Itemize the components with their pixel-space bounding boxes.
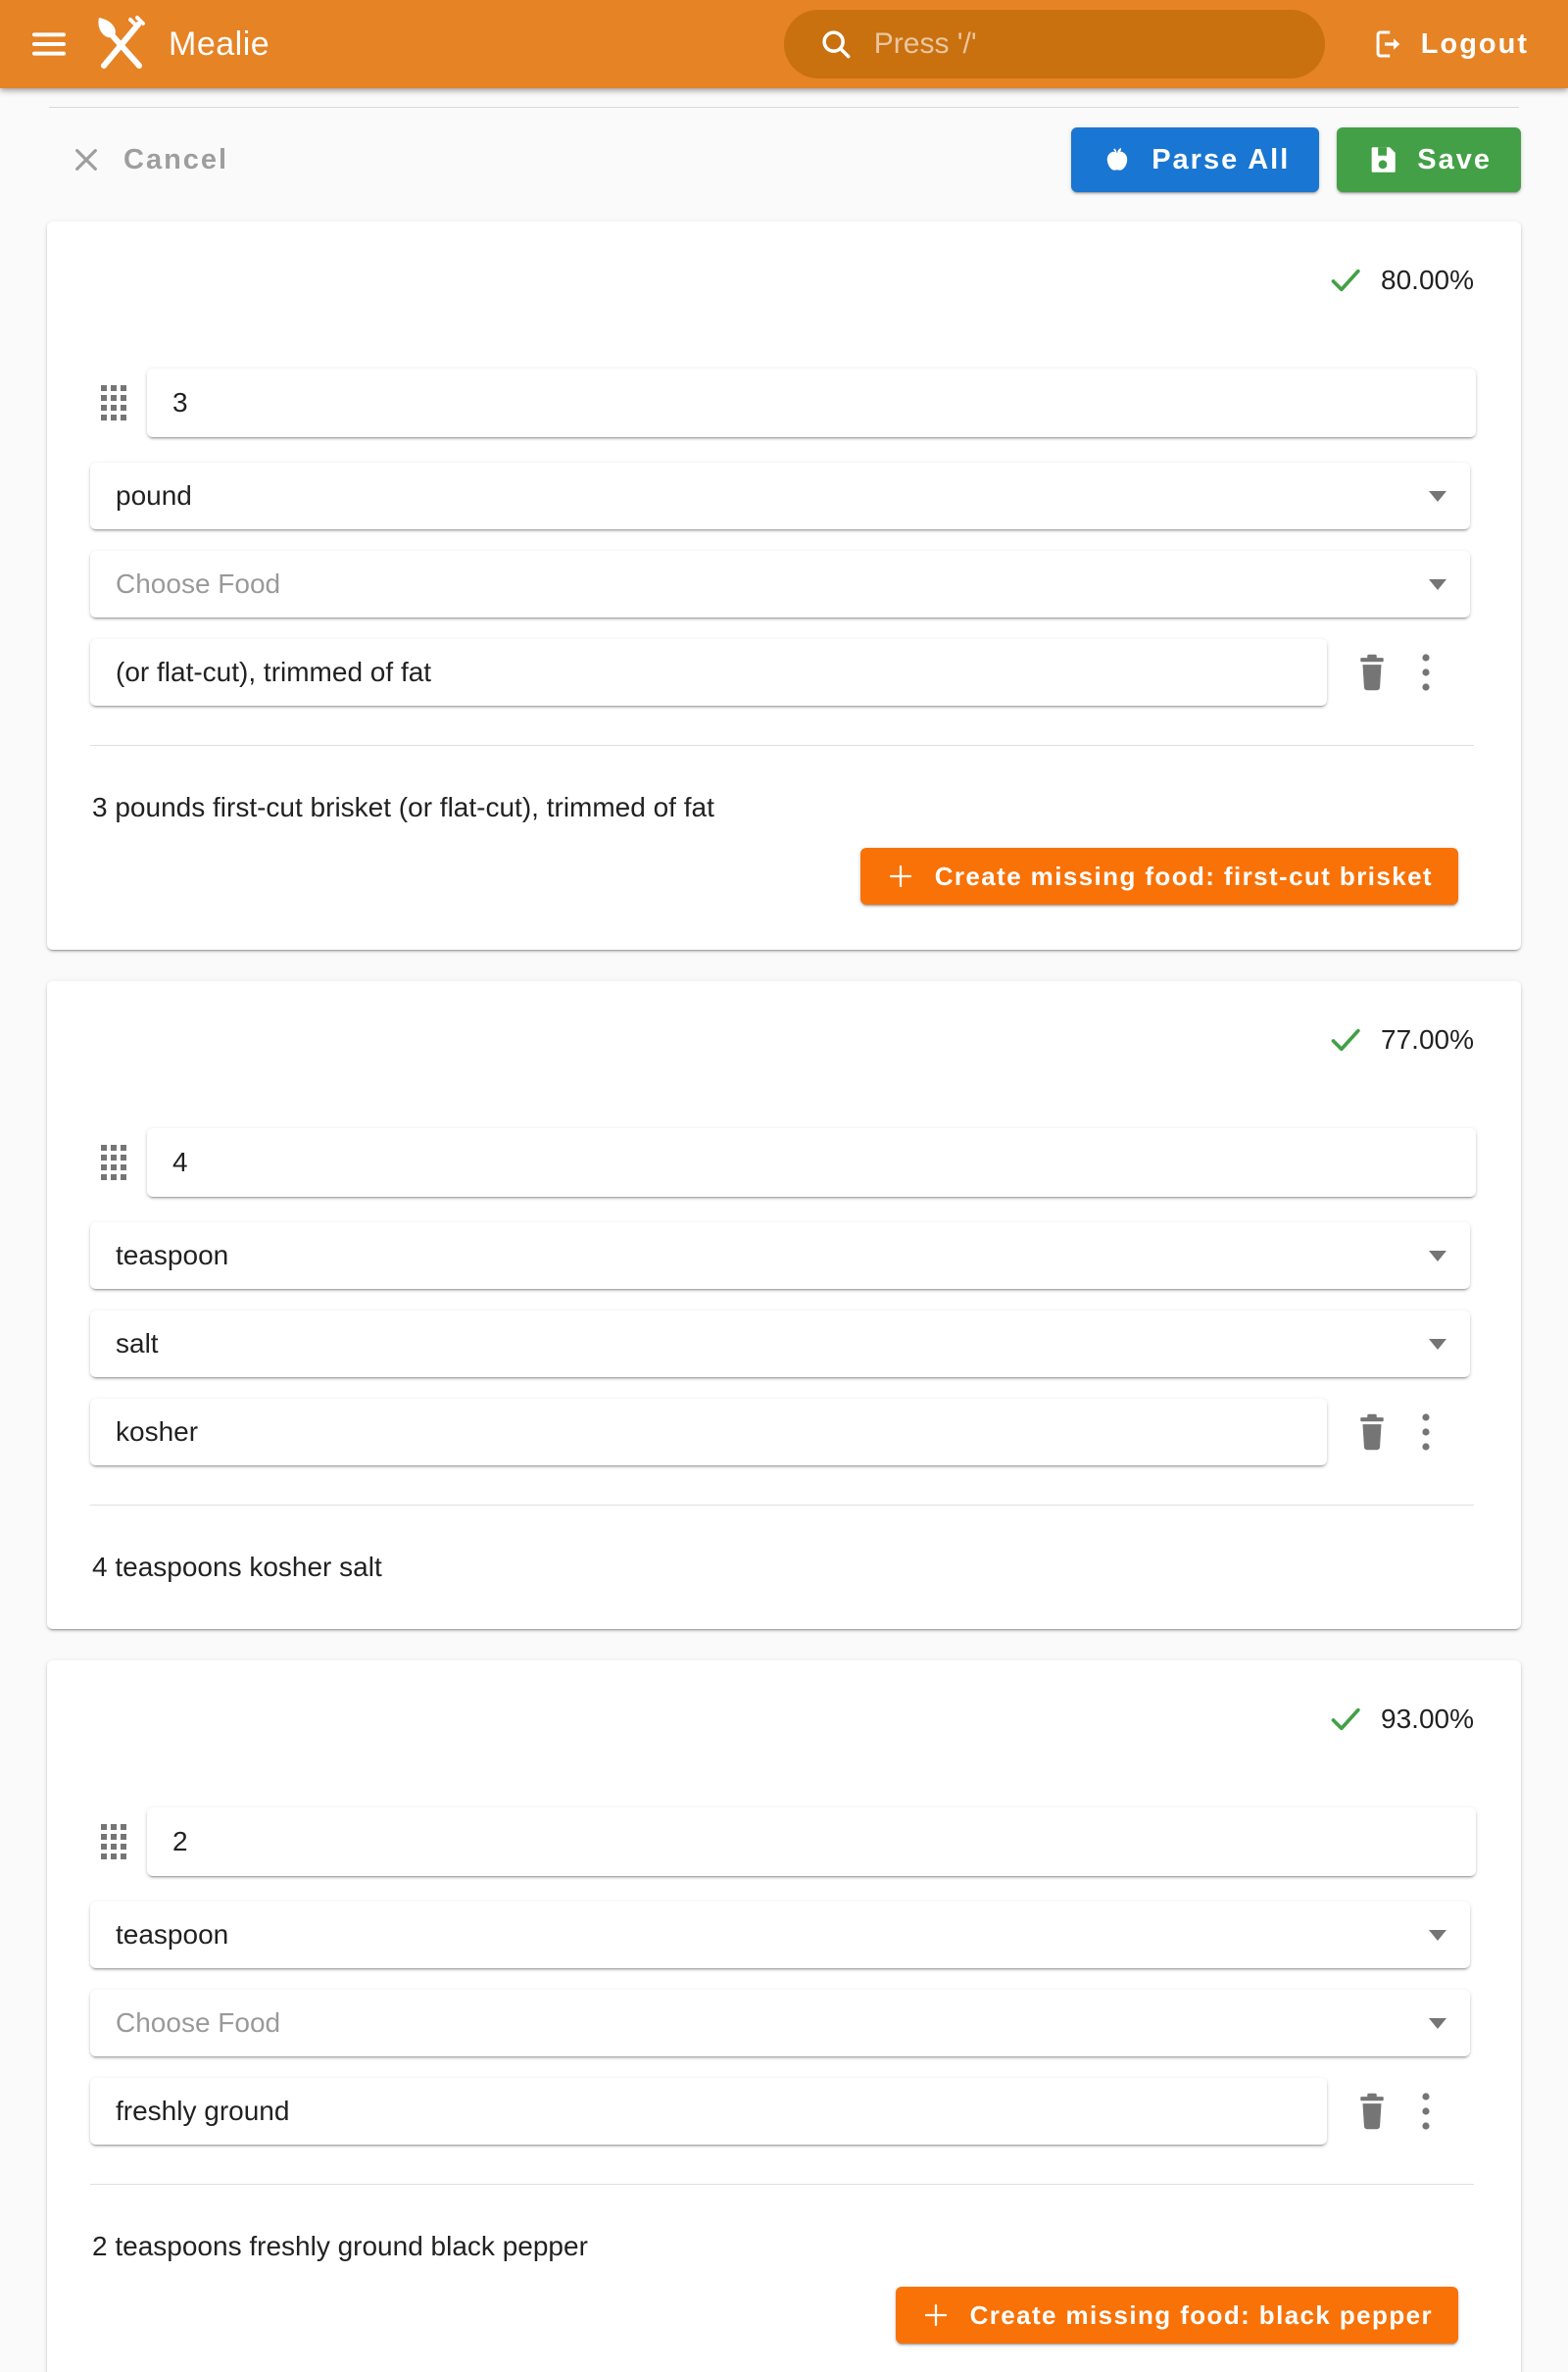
search-icon <box>817 25 855 63</box>
save-label: Save <box>1417 143 1492 175</box>
logout-button[interactable] <box>1358 17 1541 72</box>
kebab-menu-button[interactable] <box>1411 2088 1441 2135</box>
confidence-row <box>47 261 1521 300</box>
quantity-row <box>94 1128 1476 1197</box>
missing-food-row <box>47 848 1458 905</box>
confidence-value: 80.00% <box>1381 265 1474 295</box>
app-title: Mealie <box>169 25 270 63</box>
plus-icon <box>886 862 915 891</box>
original-ingredient-text: 2 teaspoons freshly ground black pepper <box>92 2231 588 2261</box>
food-select-value: salt <box>116 1328 159 1359</box>
quantity-input[interactable] <box>147 1128 1476 1197</box>
apple-icon <box>1101 143 1134 176</box>
parse-all-button[interactable] <box>1071 127 1319 192</box>
create-missing-food-button[interactable] <box>896 2287 1458 2344</box>
ingredient-card <box>47 981 1521 1629</box>
unit-select[interactable] <box>90 463 1470 529</box>
unit-select[interactable] <box>90 1902 1470 1968</box>
missing-food-label: Create missing food: black pepper <box>969 2299 1433 2330</box>
card-divider <box>90 2184 1474 2185</box>
check-icon <box>1326 1020 1365 1060</box>
save-button[interactable] <box>1337 127 1521 192</box>
logout-icon <box>1370 26 1405 62</box>
delete-ingredient-button[interactable] <box>1350 2088 1394 2135</box>
food-select[interactable] <box>90 1310 1470 1377</box>
close-icon <box>71 144 102 175</box>
toolbar <box>0 127 1568 192</box>
logout-label: Logout <box>1420 27 1529 60</box>
food-select-value: Choose Food <box>116 568 281 599</box>
note-row <box>90 2078 1441 2145</box>
unit-select-value: pound <box>116 480 192 511</box>
unit-select-value: teaspoon <box>116 1240 229 1270</box>
chevron-down-icon <box>1429 2018 1446 2029</box>
chevron-down-icon <box>1429 491 1446 502</box>
food-select[interactable] <box>90 1990 1470 2056</box>
cancel-label: Cancel <box>123 143 229 175</box>
original-ingredient-text: 3 pounds first-cut brisket (or flat-cut), trimmed of fat <box>92 792 714 822</box>
note-input[interactable] <box>90 2078 1327 2145</box>
note-row <box>90 1399 1441 1465</box>
confidence-row <box>47 1020 1521 1060</box>
quantity-row <box>94 369 1476 437</box>
note-row <box>90 639 1441 706</box>
chevron-down-icon <box>1429 1251 1446 1261</box>
confidence-value: 93.00% <box>1381 1704 1474 1734</box>
confidence-row <box>47 1700 1521 1739</box>
drag-handle-icon[interactable] <box>94 1145 133 1180</box>
card-divider <box>90 745 1474 746</box>
ingredient-card <box>47 1660 1521 2372</box>
delete-ingredient-button[interactable] <box>1350 1408 1394 1456</box>
chevron-down-icon <box>1429 579 1446 590</box>
food-select[interactable] <box>90 551 1470 618</box>
floppy-disk-icon <box>1366 143 1399 176</box>
note-input[interactable] <box>90 639 1327 706</box>
delete-ingredient-button[interactable] <box>1350 649 1394 696</box>
original-ingredient-text: 4 teaspoons kosher salt <box>92 1552 382 1582</box>
drag-handle-icon[interactable] <box>94 1824 133 1859</box>
kebab-menu-button[interactable] <box>1411 649 1441 696</box>
plus-icon <box>921 2300 951 2330</box>
app-bar <box>0 0 1568 88</box>
confidence-value: 77.00% <box>1381 1024 1474 1055</box>
search-bar[interactable] <box>784 10 1325 78</box>
missing-food-label: Create missing food: first-cut brisket <box>934 861 1433 891</box>
unit-select-value: teaspoon <box>116 1919 229 1950</box>
page-divider <box>49 107 1519 108</box>
quantity-input[interactable] <box>147 369 1476 437</box>
quantity-input[interactable] <box>147 1807 1476 1876</box>
ingredient-card <box>47 222 1521 950</box>
food-select-value: Choose Food <box>116 2007 281 2038</box>
check-icon <box>1326 261 1365 300</box>
chevron-down-icon <box>1429 1339 1446 1350</box>
search-input[interactable] <box>874 27 1296 61</box>
parse-all-label: Parse All <box>1152 143 1291 175</box>
unit-select[interactable] <box>90 1222 1470 1289</box>
create-missing-food-button[interactable] <box>860 848 1458 905</box>
chevron-down-icon <box>1429 1930 1446 1941</box>
missing-food-row <box>47 2287 1458 2344</box>
drag-handle-icon[interactable] <box>94 385 133 420</box>
quantity-row <box>94 1807 1476 1876</box>
cancel-button[interactable] <box>71 144 228 176</box>
kebab-menu-button[interactable] <box>1411 1408 1441 1456</box>
hamburger-menu-icon[interactable] <box>22 17 76 72</box>
note-input[interactable] <box>90 1399 1327 1465</box>
ingredient-card-list <box>0 192 1568 2372</box>
check-icon <box>1326 1700 1365 1739</box>
card-divider <box>90 1505 1474 1506</box>
silverware-logo-icon <box>90 13 153 75</box>
